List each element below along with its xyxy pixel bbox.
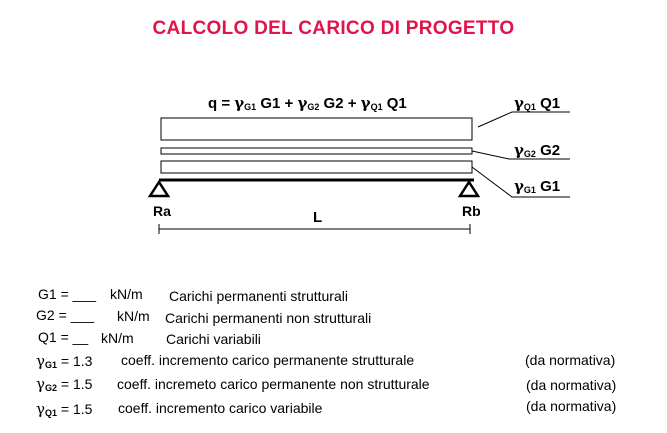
coeff-note-q1: (da normativa) [526, 398, 617, 414]
load-formula: $q = \gamma_{G1}$ $G1 + \gamma_{G2}$ $G2 + \gamma_{Q1}$ Q1 [208, 94, 407, 112]
layer-label-q1: $\gamma_{Q1}$ Q1 [514, 94, 561, 112]
leader-q1 [478, 112, 570, 127]
layer-label-g1: $\gamma_{G1}$ G1 [514, 177, 561, 195]
legend-symbol-g1: G1 = ___ [38, 286, 96, 302]
load-layer-g2 [161, 148, 472, 154]
coeff-q1: $\gamma_{Q1} = 1.5$ [36, 400, 93, 418]
coeff-g2: $\gamma_{G2} = 1.5$ [36, 375, 93, 393]
legend-unit-g2: kN/m [117, 308, 150, 324]
span-label: L [313, 209, 323, 226]
coeff-desc-g2: coeff. incremeto carico permanente non strutturale [117, 376, 430, 392]
legend-desc-g2: Carichi permanenti non strutturali [165, 310, 372, 326]
layer-label-g2: $\gamma_{G2}$ G2 [514, 141, 561, 159]
legend-desc-q1: Carichi variabili [166, 331, 261, 347]
support-label-right: Rb [462, 203, 481, 219]
legend-unit-g1: kN/m [110, 286, 143, 302]
support-left [150, 182, 168, 196]
coeff-note-g2: (da normativa) [526, 377, 617, 393]
coeff-g1: $\gamma_{G1} = 1.3$ [36, 352, 93, 370]
legend-desc-g1: Carichi permanenti strutturali [169, 288, 348, 304]
page-title: CALCOLO DEL CARICO DI PROGETTO [152, 18, 515, 39]
legend-symbol-q1: Q1 = __ [38, 329, 89, 345]
legend-unit-q1: kN/m [101, 330, 134, 346]
coeff-desc-g1: coeff. incremento carico permanente strutturale [121, 352, 415, 368]
coeff-desc-q1: coeff. incremento carico variabile [118, 400, 323, 416]
coeff-note-g1: (da normativa) [525, 352, 616, 368]
support-right [460, 182, 478, 196]
load-layer-g1 [161, 161, 472, 173]
load-layer-q1 [161, 118, 472, 140]
support-label-left: Ra [153, 203, 171, 219]
legend-symbol-g2: G2 = ___ [36, 307, 94, 323]
